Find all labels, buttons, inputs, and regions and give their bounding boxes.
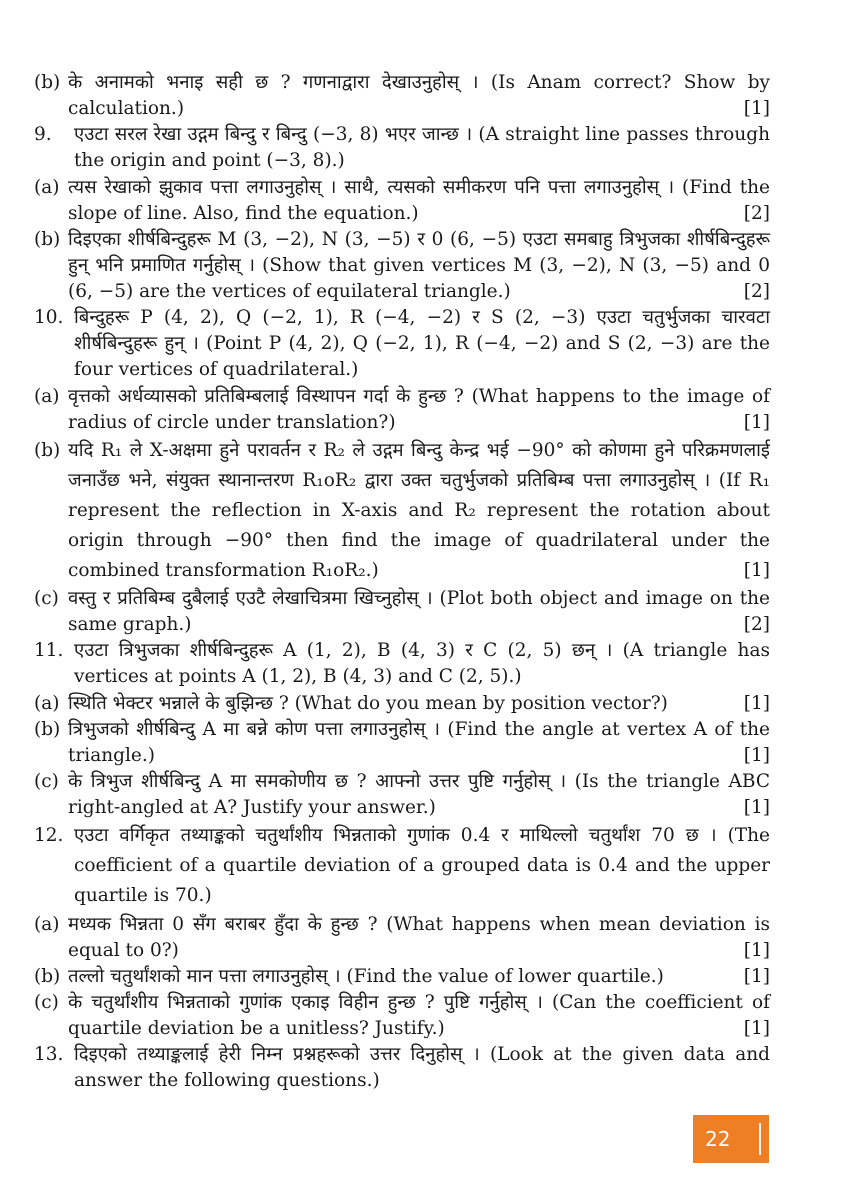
sub-question-body	[68, 691, 770, 717]
question-number: 9.	[34, 124, 52, 145]
marks: [2]	[743, 614, 770, 635]
sub-question-text: के चतुर्थांशीय भिन्नताको गुणांक एकाइ विहीन हुन्छ ? पुष्टि गर्नुहोस् । (Can the coefficient of quartile deviation be a unitless? Justify.)	[68, 992, 770, 1039]
sub-question-text: के त्रिभुज शीर्षबिन्दु A मा समकोणीय छ ? आफ्नो उत्तर पुष्टि गर्नुहोस् । (Is the triangle ABC right-angled at A? Justify your answer.)	[68, 771, 770, 818]
marks: [1]	[743, 560, 770, 581]
sub-question	[34, 586, 770, 638]
sub-question	[34, 70, 770, 122]
marks: [1]	[743, 745, 770, 766]
sub-question-text: यदि R₁ ले X-अक्षमा हुने परावर्तन र R₂ ले उद्गम बिन्दु केन्द्र भई −90° को कोणमा हुने परिक्रमणलाई जनाउँछ भने, संयुक्त स्थानान्तरण R₁oR₂ द्वारा उक्त चतुर्भुजको प्रतिबिम्ब पत्ता लगाउनुहोस् । (If R₁ represent the reflection in X-axis and R₂ represent the rotation about origin through −90° then find the image of quadrilateral under the combined transformation R₁oR₂.)	[68, 440, 770, 581]
sub-question	[34, 912, 770, 964]
sub-question-text: वृत्तको अर्धव्यासको प्रतिबिम्बलाई विस्थापन गर्दा के हुन्छ ? (What happens to the image of radius of circle under translation?)	[68, 386, 770, 433]
sub-question-text: दिइएका शीर्षबिन्दुहरू M (3, −2), N (3, −5) र 0 (6, −5) एउटा समबाहु त्रिभुजका शीर्षबिन्दुहरू हुन् भनि प्रमाणित गर्नुहोस् । (Show that given vertices M (3, −2), N (3, −5) and 0 (6, −5) are the vertices of equilateral triangle.)	[68, 229, 770, 302]
sub-question-body	[68, 384, 770, 436]
sub-question-body	[68, 227, 770, 305]
sub-question	[34, 227, 770, 305]
sub-question-text: तल्लो चतुर्थांशको मान पत्ता लगाउनुहोस् । (Find the value of lower quartile.)	[68, 966, 664, 987]
question-number: 13.	[34, 1044, 64, 1065]
sub-question	[34, 990, 770, 1042]
question-number: 10.	[34, 307, 64, 328]
sub-question-text: मध्यक भिन्नता 0 सँग बराबर हुँदा के हुन्छ ? (What happens when mean deviation is equal to 0?)	[68, 914, 770, 961]
marks: [1]	[743, 940, 770, 961]
page-number-badge	[693, 1115, 769, 1163]
question	[34, 122, 770, 174]
sub-question-label: (c)	[34, 771, 59, 792]
sub-question-label: (a)	[34, 177, 60, 198]
sub-question-body	[68, 586, 770, 638]
sub-question-text: स्थिति भेक्टर भन्नाले के बुझिन्छ ? (What do you mean by position vector?)	[68, 693, 668, 714]
question-list	[34, 70, 770, 1095]
sub-question-body	[68, 175, 770, 227]
question-number: 11.	[34, 640, 64, 661]
badge-divider	[759, 1123, 761, 1155]
sub-question-body	[68, 70, 770, 122]
marks: [1]	[743, 797, 770, 818]
sub-question-body	[68, 912, 770, 964]
sub-question-text: त्रिभुजको शीर्षबिन्दु A मा बन्ने कोण पत्ता लगाउनुहोस् । (Find the angle at vertex A of the triangle.)	[68, 719, 770, 766]
question-text: बिन्दुहरू P (4, 2), Q (−2, 1), R (−4, −2) र S (2, −3) एउटा चतुर्भुजका चारवटा शीर्षबिन्दुहरू हुन् । (Point P (4, 2), Q (−2, 1), R (−4, −2) and S (2, −3) are the four vertices of quadrilateral.)	[74, 307, 770, 380]
sub-question-label: (b)	[34, 440, 61, 461]
sub-question-label: (a)	[34, 693, 60, 714]
marks: [1]	[743, 412, 770, 433]
sub-question	[34, 384, 770, 436]
sub-question-label: (a)	[34, 386, 60, 407]
sub-question-body	[68, 964, 770, 990]
page-number: 22	[705, 1127, 731, 1151]
question-text: एउटा सरल रेखा उद्गम बिन्दु र बिन्दु (−3, 8) भएर जान्छ । (A straight line passes through the origin and point (−3, 8).)	[74, 124, 770, 171]
sub-question-body	[68, 436, 770, 586]
sub-question-body	[68, 990, 770, 1042]
sub-question	[34, 769, 770, 821]
sub-question	[34, 691, 770, 717]
question	[34, 305, 770, 383]
question-text: दिइएको तथ्याङ्कलाई हेरी निम्न प्रश्नहरूको उत्तर दिनुहोस् । (Look at the given data and answer the following questions.)	[74, 1044, 770, 1091]
sub-question-label: (b)	[34, 72, 61, 93]
question	[34, 638, 770, 690]
sub-question-label: (b)	[34, 229, 61, 250]
sub-question-label: (c)	[34, 588, 59, 609]
sub-question-text: के अनामको भनाइ सही छ ? गणनाद्वारा देखाउनुहोस् । (Is Anam correct? Show by calculation.)	[68, 72, 770, 119]
marks: [1]	[743, 693, 770, 714]
sub-question-body	[68, 769, 770, 821]
marks: [1]	[743, 98, 770, 119]
marks: [1]	[743, 966, 770, 987]
sub-question-label: (b)	[34, 719, 61, 740]
question-text: एउटा वर्गिकृत तथ्याङ्कको चतुर्थांशीय भिन्नताको गुणांक 0.4 र माथिल्लो चतुर्थांश 70 छ । (The coefficient of a quartile deviation of a grouped data is 0.4 and the upper quartile is 70.)	[74, 825, 770, 906]
question-number: 12.	[34, 825, 64, 846]
marks: [1]	[743, 1018, 770, 1039]
question	[34, 1042, 770, 1094]
marks: [2]	[743, 203, 770, 224]
sub-question	[34, 964, 770, 990]
sub-question-label: (c)	[34, 992, 59, 1013]
sub-question-label: (a)	[34, 914, 60, 935]
question	[34, 821, 770, 911]
sub-question-body	[68, 717, 770, 769]
sub-question	[34, 436, 770, 586]
sub-question-label: (b)	[34, 966, 61, 987]
sub-question-text: वस्तु र प्रतिबिम्ब दुबैलाई एउटै लेखाचित्रमा खिच्नुहोस् । (Plot both object and image on the same graph.)	[68, 588, 770, 635]
question-text: एउटा त्रिभुजका शीर्षबिन्दुहरू A (1, 2), B (4, 3) र C (2, 5) छन् । (A triangle has vertices at points A (1, 2), B (4, 3) and C (2, 5).)	[74, 640, 770, 687]
marks: [2]	[743, 281, 770, 302]
sub-question-text: त्यस रेखाको झुकाव पत्ता लगाउनुहोस् । साथै, त्यसको समीकरण पनि पत्ता लगाउनुहोस् । (Find the slope of line. Also, find the equation.)	[68, 177, 770, 224]
sub-question	[34, 175, 770, 227]
sub-question	[34, 717, 770, 769]
